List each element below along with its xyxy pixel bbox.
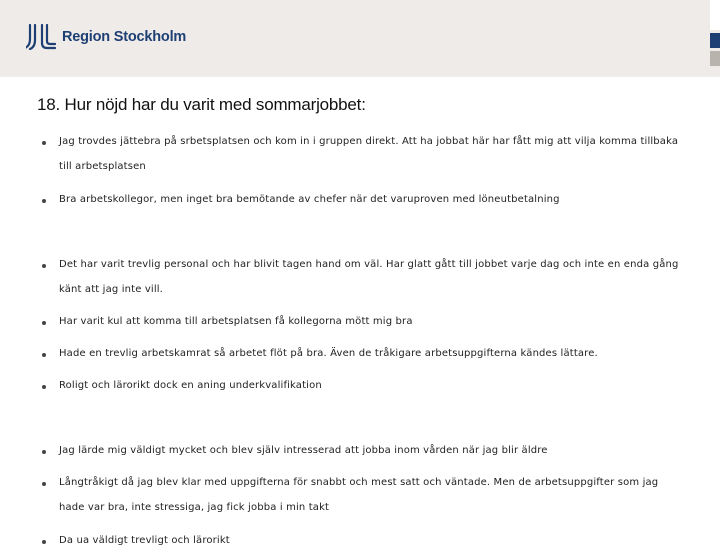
list-item-text: Det har varit trevlig personal och har blivit tagen hand om väl. Har glatt gått till jobbet varje dag och inte en enda gång känt att jag inte vill. (59, 259, 679, 295)
bullet-dot-icon (42, 450, 46, 454)
list-item (42, 317, 682, 334)
logo-text: Region Stockholm (62, 29, 187, 45)
bullet-dot-icon (42, 321, 46, 325)
list-item (42, 478, 682, 520)
bullet-dot-icon (42, 540, 46, 544)
list-item (42, 195, 682, 212)
list-item-text: Långtråkigt då jag blev klar med uppgifterna för snabbt och mest satt och väntade. Men de arbetsuppgifter som jag hade var bra, inte stressiga, jag fick jobba i min takt (59, 477, 659, 513)
list-item (42, 260, 682, 302)
bullet-dot-icon (42, 141, 46, 145)
bullet-dot-icon (42, 264, 46, 268)
slide-title: 18. Hur nöjd har du varit med sommarjobbet: (37, 95, 366, 114)
list-item-text: Har varit kul att komma till arbetsplatsen få kollegorna mött mig bra (59, 316, 413, 327)
list-item-text: Da ua väldigt trevligt och lärorikt (59, 535, 230, 546)
list-item (42, 381, 682, 398)
list-item-text: Roligt och lärorikt dock en aning underkvalifikation (59, 380, 322, 391)
list-item (42, 446, 682, 463)
list-item (42, 137, 682, 179)
bullet-dot-icon (42, 482, 46, 486)
list-item-text: Hade en trevlig arbetskamrat så arbetet flöt på bra. Även de tråkigare arbetsuppgifterna kändes lättare. (59, 348, 598, 359)
list-item (42, 349, 682, 366)
bullet-dot-icon (42, 199, 46, 203)
list-item-text: Jag trovdes jättebra på srbetsplatsen och kom in i gruppen direkt. Att ha jobbat här har fått mig att vilja komma tillbaka till arbetsplatsen (59, 136, 679, 172)
list-item (42, 536, 682, 553)
bullet-dot-icon (42, 385, 46, 389)
list-item-text: Bra arbetskollegor, men inget bra bemötande av chefer när det varuproven med löneutbetalning (59, 194, 560, 205)
bullet-dot-icon (42, 353, 46, 357)
list-item-text: Jag lärde mig väldigt mycket och blev själv intresserad att jobba inom vården när jag blir äldre (59, 445, 548, 456)
